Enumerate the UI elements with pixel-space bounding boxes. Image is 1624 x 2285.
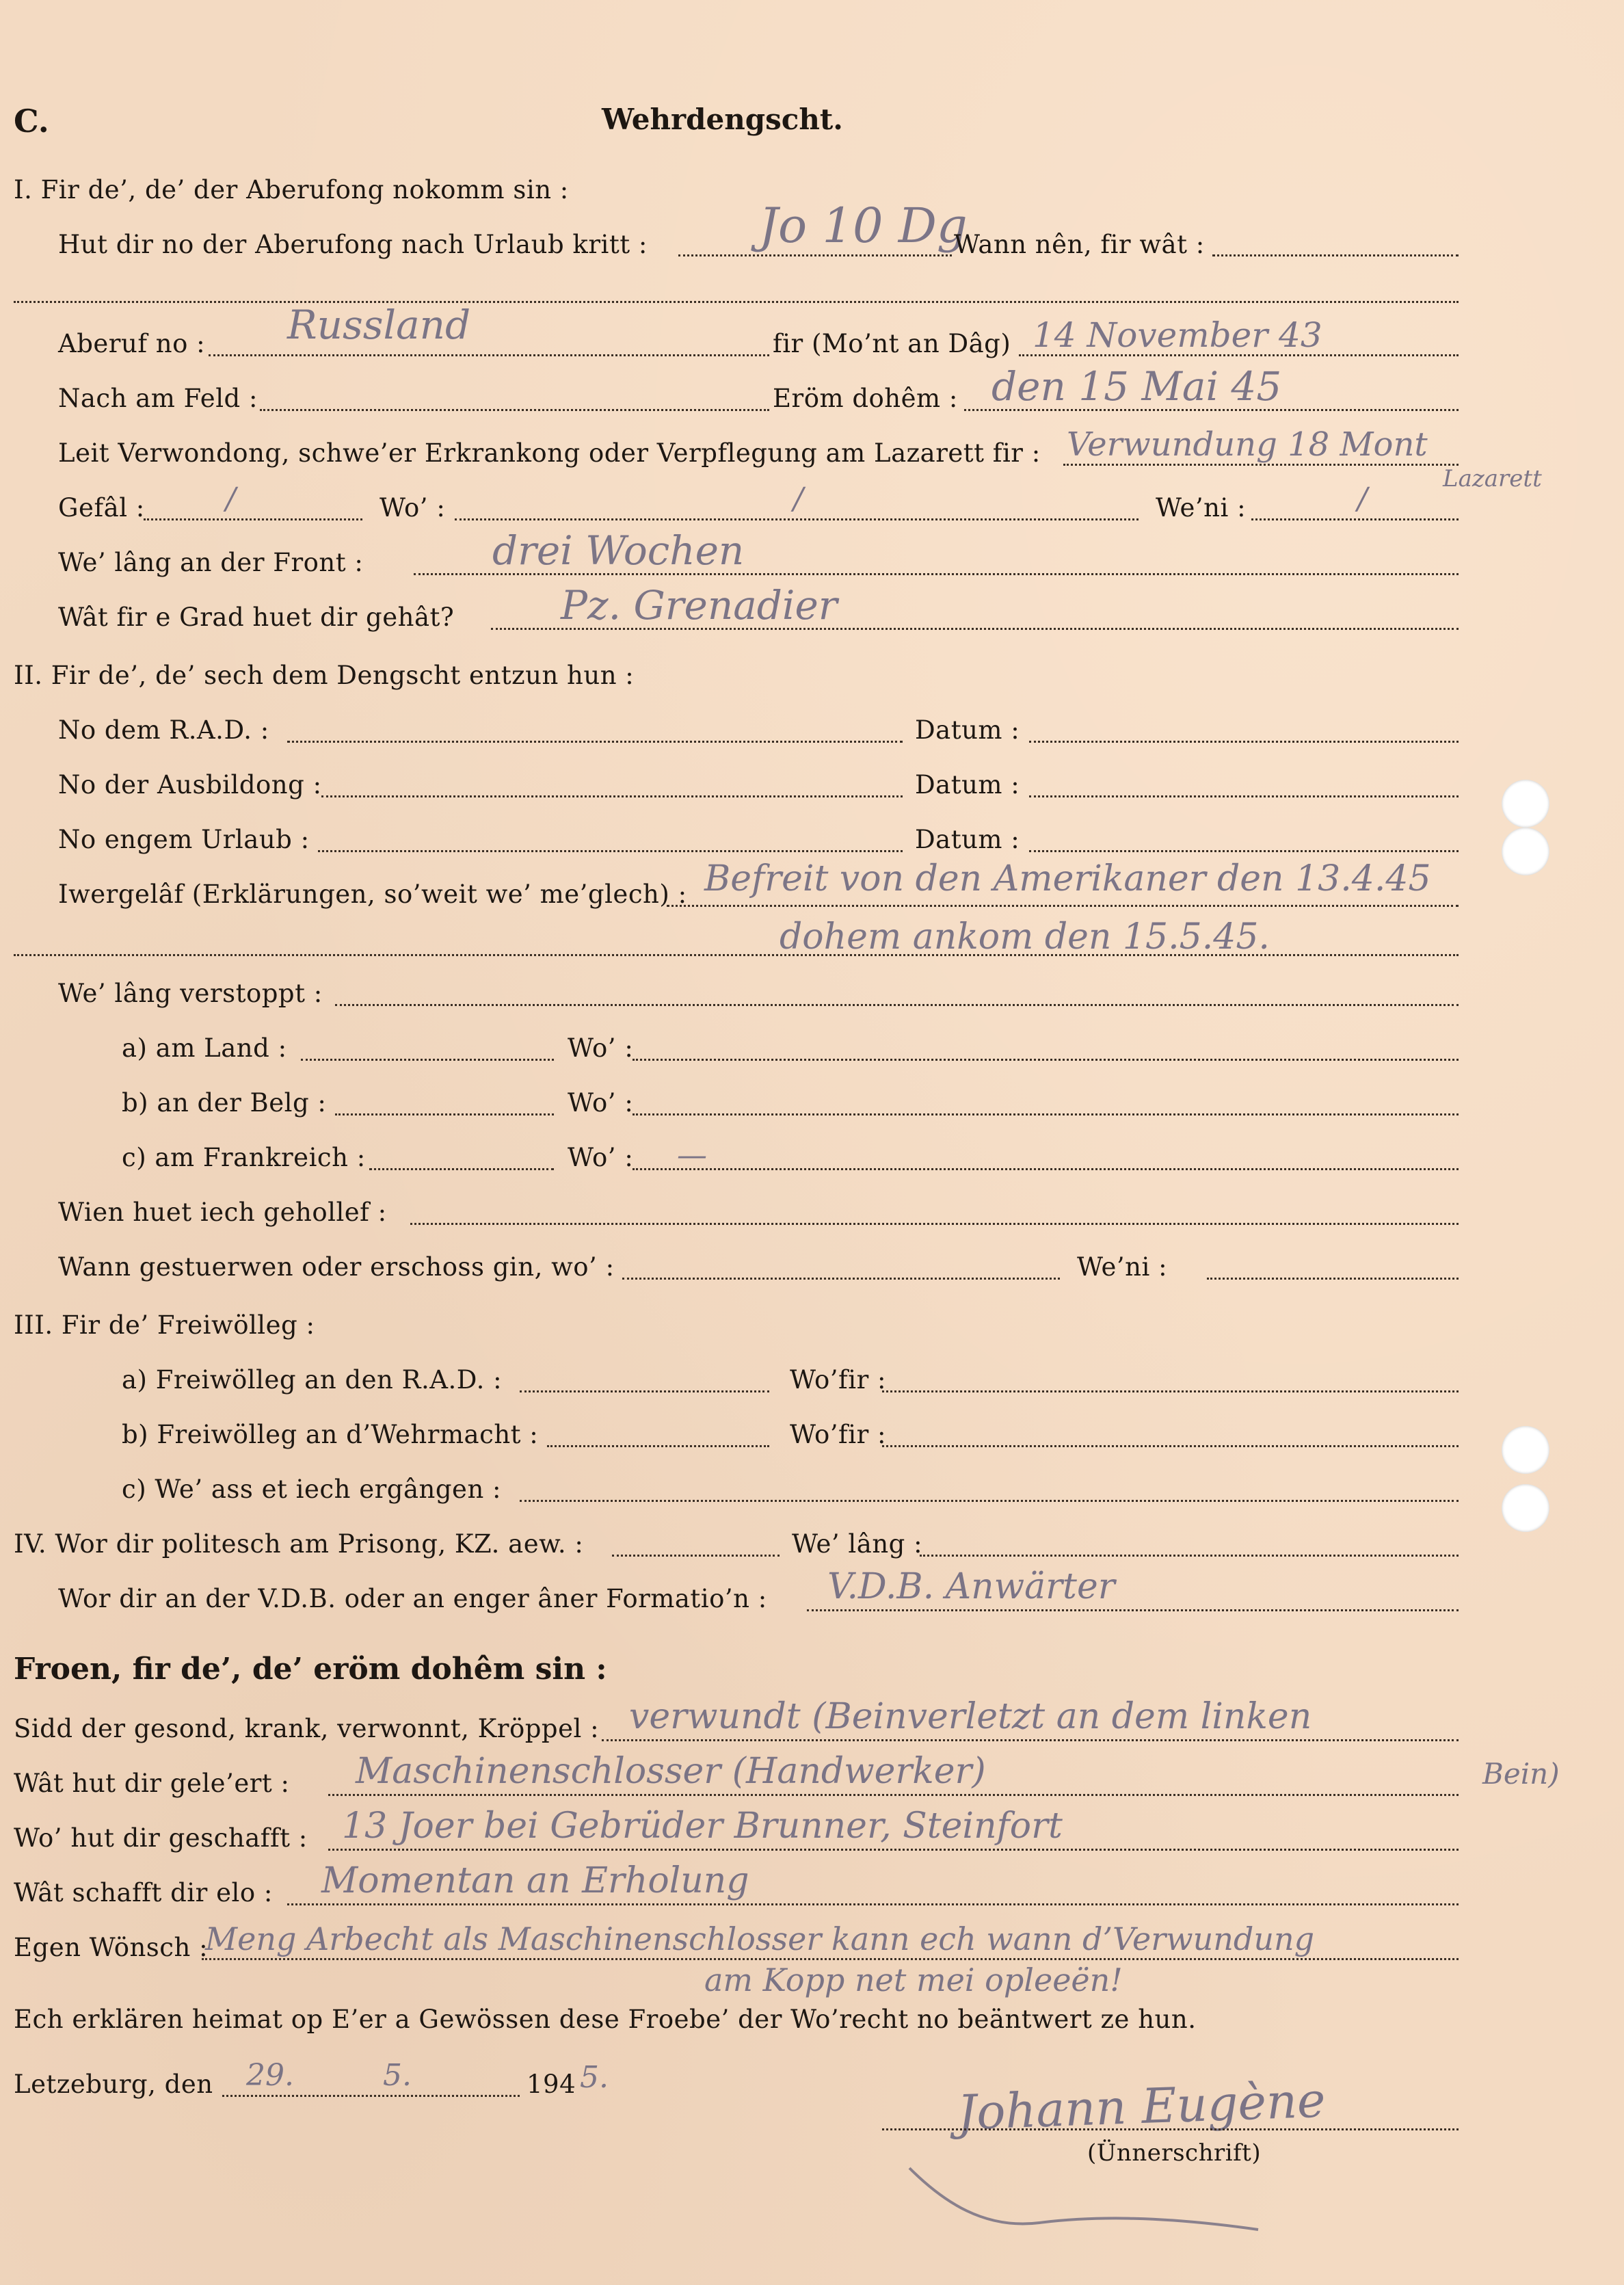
gefal-weni-answer: /	[1357, 481, 1368, 516]
prisong-question: IV. Wor dir politesch am Prisong, KZ. aew. :	[14, 1529, 584, 1559]
elo-line[interactable]	[287, 1903, 1459, 1905]
year-suffix: 5.	[580, 2060, 609, 2095]
declaration: Ech erklären heimat op E’er a Gewössen dese Froebe’ der Wo’recht no beäntwert ze hun.	[14, 2005, 1197, 2034]
gesond-answer: verwundt (Beinverletzt an dem linken	[629, 1696, 1312, 1737]
ausbildong-line[interactable]	[321, 795, 903, 797]
gefal-wo-question: Wo’ :	[380, 493, 446, 523]
rad-line[interactable]	[287, 741, 903, 743]
place-date-label: Letzeburg, den	[14, 2070, 213, 2099]
land-wo-label: Wo’ :	[568, 1033, 634, 1063]
front-answer: drei Wochen	[492, 527, 745, 574]
vdb-line[interactable]	[807, 1609, 1459, 1611]
signature-flourish	[903, 2154, 1272, 2236]
gesond-question: Sidd der gesond, krank, verwonnt, Kröppel :	[14, 1714, 600, 1743]
geleert-answer: Maschinenschlosser (Handwerker)	[356, 1751, 986, 1792]
verstoppt-question: We’ lâng verstoppt :	[58, 979, 323, 1008]
iwwergelaf-line[interactable]	[667, 905, 1459, 907]
geschafft-answer: 13 Joer bei Gebrüder Brunner, Steinfort	[342, 1806, 1063, 1847]
gefal-question: Gefâl :	[58, 493, 145, 523]
gefal-line[interactable]	[144, 518, 362, 520]
gefal-wo-answer: /	[793, 481, 803, 516]
punch-hole	[1502, 828, 1549, 875]
section-1-heading: I. Fir de’, de’ der Aberufong nokomm sin :	[14, 175, 569, 204]
rad-datum-line[interactable]	[1029, 741, 1459, 743]
aberuf-line[interactable]	[209, 354, 769, 356]
wann-line-2[interactable]	[14, 301, 1459, 303]
frankreich-wo-line[interactable]	[633, 1168, 1459, 1170]
frankreich-wo-answer: —	[677, 1138, 707, 1173]
iwwergelaf-question: Iwergelâf (Erklärungen, so’weit we’ me’glech) :	[58, 880, 687, 909]
wonsch-question: Egen Wönsch :	[14, 1933, 209, 1962]
front-question: We’ lâng an der Front :	[58, 548, 364, 577]
grad-question: Wât fir e Grad huet dir gehât?	[58, 603, 455, 632]
dohem-answer: den 15 Mai 45	[991, 363, 1282, 410]
urlaub-line[interactable]	[678, 254, 952, 256]
freiwolleg-rad-wofir-line[interactable]	[882, 1390, 1459, 1392]
erganngen-line[interactable]	[520, 1500, 1459, 1502]
urlaub2-line[interactable]	[318, 850, 903, 852]
belg-wo-line[interactable]	[633, 1113, 1459, 1115]
prisong-lang-line[interactable]	[920, 1555, 1459, 1557]
aberuf-question: Aberuf no :	[58, 329, 206, 358]
vdb-question: Wor dir an der V.D.B. oder an enger âner Formatio’n :	[58, 1584, 767, 1613]
verstoppt-line[interactable]	[335, 1004, 1459, 1006]
belg-wo-label: Wo’ :	[568, 1088, 634, 1118]
frankreich-wo-label: Wo’ :	[568, 1143, 634, 1172]
gestuerwen-weni-label: We’ni :	[1077, 1252, 1168, 1282]
freiwolleg-wehrmacht-line[interactable]	[547, 1445, 769, 1447]
gestuerwen-line[interactable]	[622, 1278, 1060, 1280]
punch-hole	[1502, 1426, 1549, 1474]
elo-answer: Momentan an Erholung	[321, 1860, 749, 1901]
gefal-answer: /	[226, 481, 236, 516]
rad-question: No dem R.A.D. :	[58, 715, 269, 745]
signature-label: (Ünnerschrift)	[1087, 2139, 1262, 2167]
belg-question: b) an der Belg :	[122, 1088, 327, 1118]
belg-line[interactable]	[335, 1113, 554, 1115]
aberuf-date-question: fir (Mo’nt an Dâg)	[773, 329, 1011, 358]
wann-question: Wann nên, fir wât :	[954, 230, 1205, 259]
aberuf-answer: Russland	[287, 302, 471, 348]
year-prefix: 194	[527, 2070, 576, 2099]
elo-question: Wât schafft dir elo :	[14, 1878, 273, 1907]
land-wo-line[interactable]	[633, 1059, 1459, 1061]
urlaub2-datum-label: Datum :	[915, 825, 1020, 854]
geleert-line[interactable]	[328, 1794, 1459, 1796]
section-2-heading: II. Fir de’, de’ sech dem Dengscht entzun hun :	[14, 661, 635, 690]
iwwergelaf-answer-2: dohem ankom den 15.5.45.	[780, 916, 1270, 957]
date-month: 5.	[383, 2058, 412, 2093]
freiwolleg-rad-question: a) Freiwölleg an den R.A.D. :	[122, 1365, 503, 1395]
geschafft-line[interactable]	[328, 1849, 1459, 1851]
section-letter: C.	[14, 103, 49, 140]
feld-question: Nach am Feld :	[58, 384, 258, 413]
land-question: a) am Land :	[122, 1033, 287, 1063]
verwondong-question: Leit Verwondong, schwe’er Erkrankong oder Verpflegung am Lazarett fir :	[58, 438, 1041, 468]
grad-answer: Pz. Grenadier	[561, 582, 838, 629]
freiwolleg-rad-wofir-label: Wo’fir :	[790, 1365, 886, 1395]
section-3-heading: III. Fir de’ Freiwölleg :	[14, 1310, 315, 1340]
freiwolleg-wehrmacht-question: b) Freiwölleg an d’Wehrmacht :	[122, 1420, 539, 1449]
gestuerwen-question: Wann gestuerwen oder erschoss gin, wo’ :	[58, 1252, 615, 1282]
gehollef-line[interactable]	[410, 1223, 1459, 1225]
gefal-weni-question: We’ni :	[1156, 493, 1247, 523]
gesond-answer-2: Bein)	[1482, 1757, 1560, 1791]
feld-line[interactable]	[260, 409, 769, 411]
freiwolleg-wehrmacht-wofir-line[interactable]	[882, 1445, 1459, 1447]
prisong-lang-label: We’ lâng :	[792, 1529, 923, 1559]
wann-line[interactable]	[1212, 254, 1459, 256]
ausbildong-question: No der Ausbildong :	[58, 770, 322, 800]
date-day: 29.	[246, 2058, 294, 2093]
land-line[interactable]	[301, 1059, 554, 1061]
urlaub2-question: No engem Urlaub :	[58, 825, 310, 854]
prisong-line[interactable]	[612, 1555, 780, 1557]
aberuf-date-answer: 14 November 43	[1033, 315, 1322, 355]
urlaub2-datum-line[interactable]	[1029, 850, 1459, 852]
punch-hole	[1502, 1484, 1549, 1532]
geleert-question: Wât hut dir gele’ert :	[14, 1769, 290, 1798]
iwwergelaf-answer-1: Befreit von den Amerikaner den 13.4.45	[704, 858, 1431, 899]
dohem-question: Eröm dohêm :	[773, 384, 958, 413]
freiwolleg-rad-line[interactable]	[520, 1390, 769, 1392]
wonsch-answer-1: Meng Arbecht als Maschinenschlosser kann ech wann d’Verwundung	[205, 1920, 1315, 1957]
signature: Johann Eugène	[956, 2072, 1327, 2141]
signature-line[interactable]	[882, 2128, 1459, 2130]
verwondong-answer: Verwundung 18 Mont	[1067, 425, 1428, 464]
gestuerwen-weni-line[interactable]	[1207, 1278, 1459, 1280]
urlaub-answer: Jo 10 Dg	[759, 198, 968, 254]
wonsch-answer-2: am Kopp net mei opleeën!	[704, 1962, 1123, 1998]
geschafft-question: Wo’ hut dir geschafft :	[14, 1823, 308, 1853]
ausbildong-datum-label: Datum :	[915, 770, 1020, 800]
freiwolleg-wehrmacht-wofir-label: Wo’fir :	[790, 1420, 886, 1449]
urlaub-question: Hut dir no der Aberufong nach Urlaub kritt :	[58, 230, 648, 259]
rad-datum-label: Datum :	[915, 715, 1020, 745]
page-title: Wehrdengscht.	[602, 103, 843, 136]
punch-hole	[1502, 780, 1549, 828]
gesond-line[interactable]	[602, 1739, 1459, 1741]
frankreich-line[interactable]	[369, 1168, 554, 1170]
gehollef-question: Wien huet iech gehollef :	[58, 1198, 387, 1227]
vdb-answer: V.D.B. Anwärter	[827, 1566, 1115, 1607]
frankreich-question: c) am Frankreich :	[122, 1143, 366, 1172]
section-5-heading: Froen, fir de’, de’ eröm dohêm sin :	[14, 1652, 607, 1687]
erganngen-question: c) We’ ass et iech ergângen :	[122, 1475, 502, 1504]
ausbildong-datum-line[interactable]	[1029, 795, 1459, 797]
gefal-weni-line[interactable]	[1251, 518, 1459, 520]
verwondong-answer-2: Lazarett	[1443, 465, 1542, 492]
